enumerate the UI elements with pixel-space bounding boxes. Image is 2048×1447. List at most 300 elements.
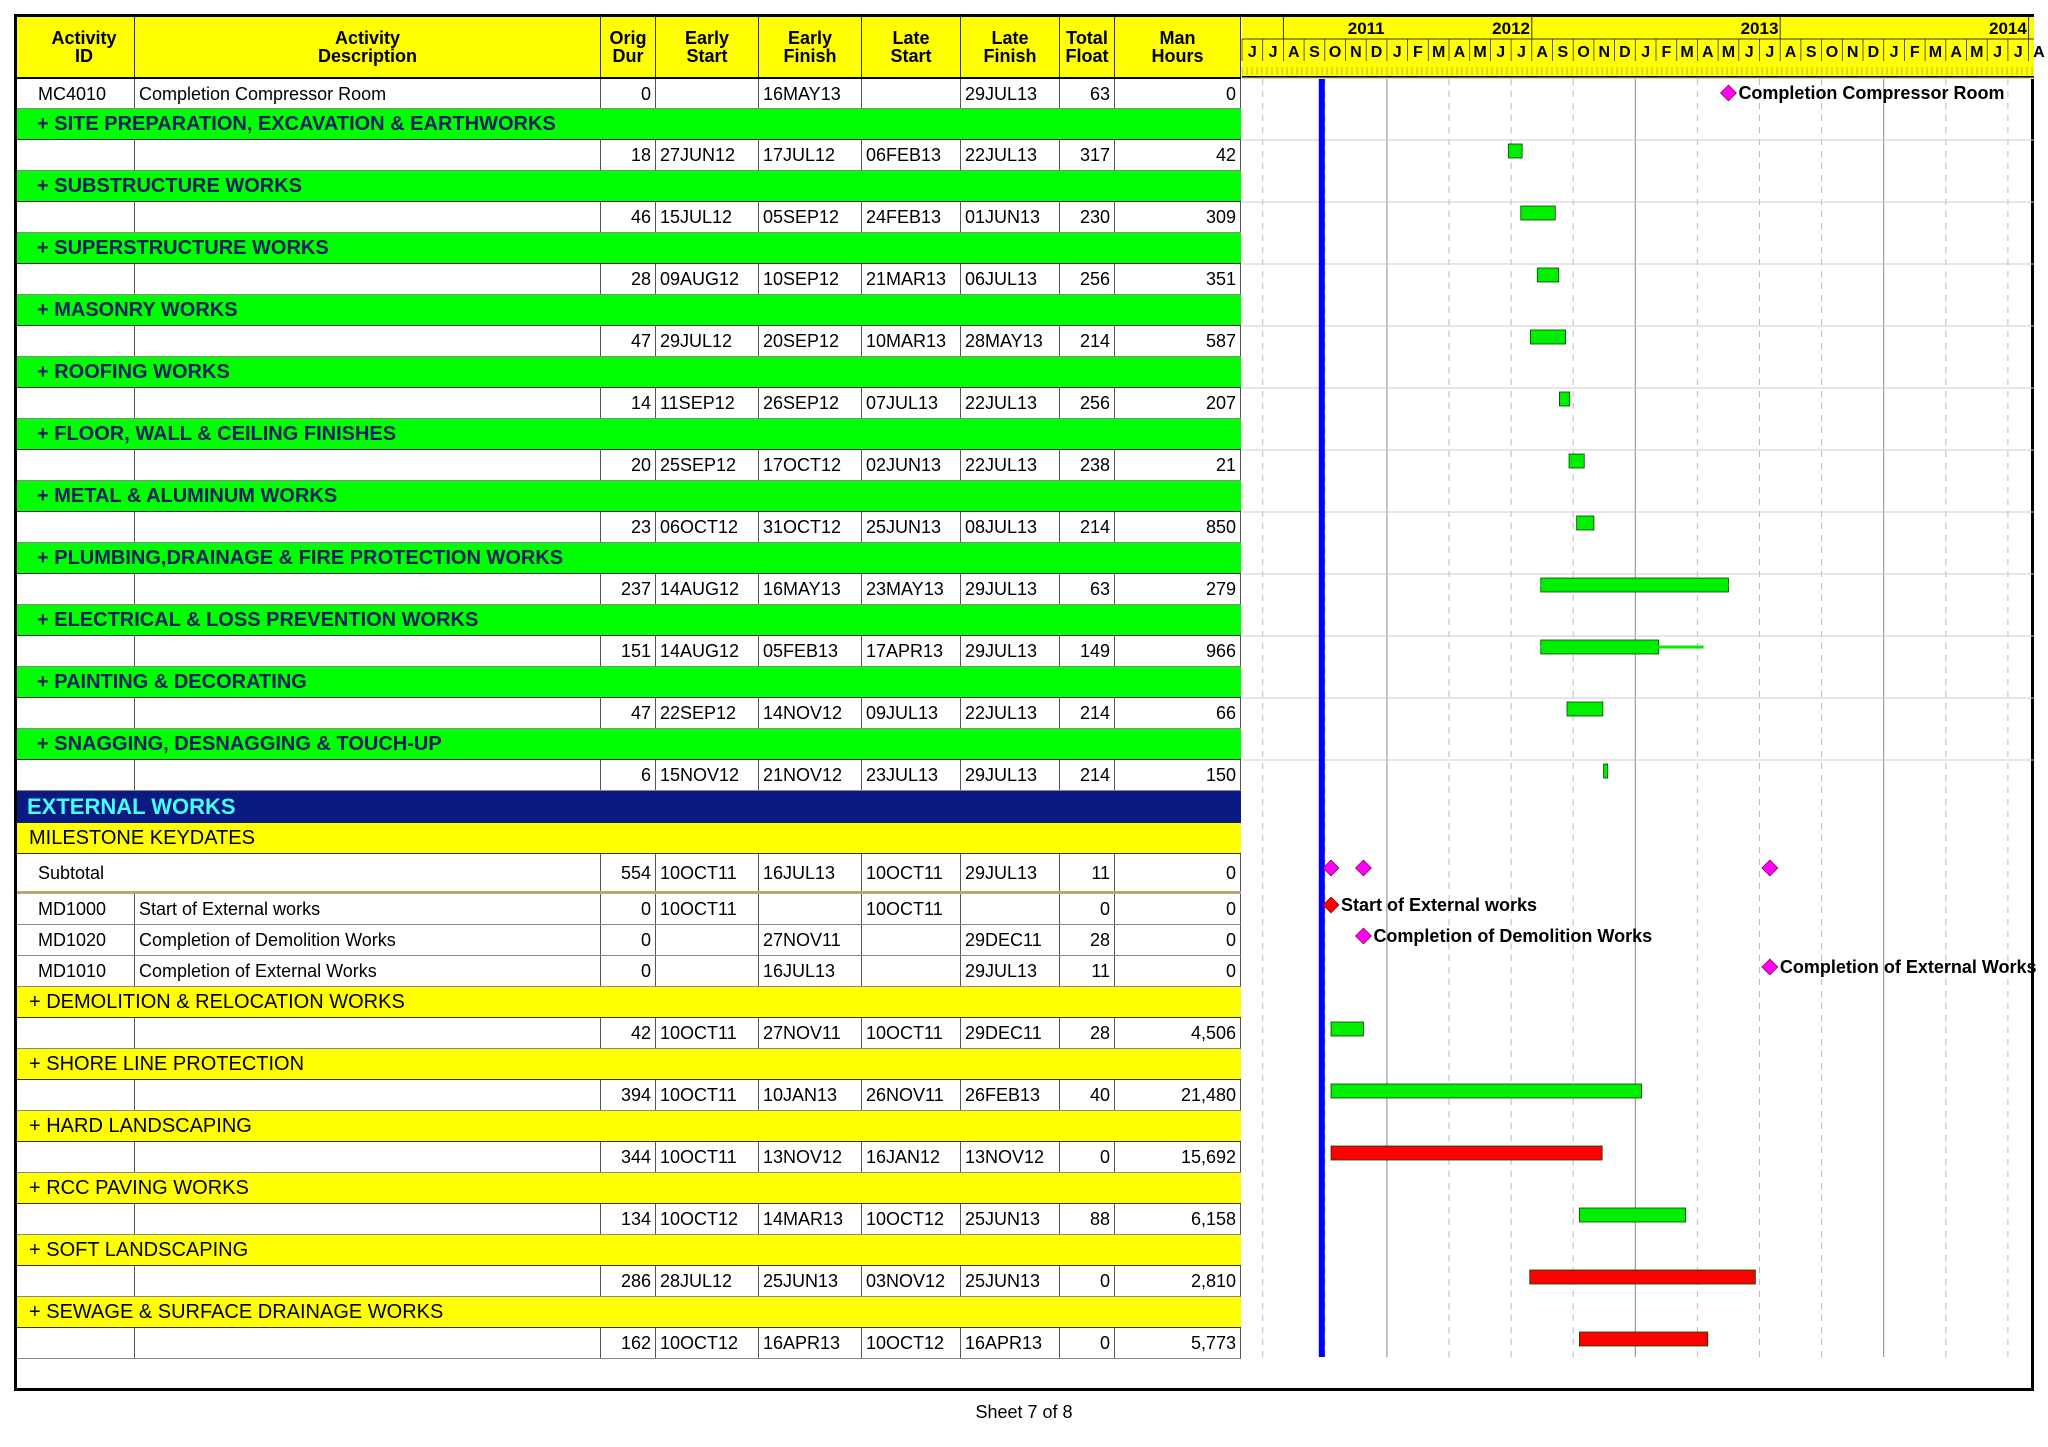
cell-tf: 214 <box>1060 326 1115 356</box>
cell-id <box>34 1142 135 1172</box>
cell-tf: 214 <box>1060 698 1115 728</box>
cell-ef: 16JUL13 <box>759 956 862 986</box>
cell-ef: 14MAR13 <box>759 1204 862 1234</box>
wbs-group-band <box>17 1173 1241 1204</box>
cell-desc: Completion of Demolition Works <box>135 925 601 955</box>
cell-mh: 5,773 <box>1115 1328 1241 1358</box>
cell-tf: 0 <box>1060 1142 1115 1172</box>
cell-tf: 11 <box>1060 956 1115 986</box>
year-label: 2012 <box>1492 19 1531 38</box>
cell-mh: 0 <box>1115 925 1241 955</box>
cell-ls <box>862 925 961 955</box>
cell-ef: 20SEP12 <box>759 326 862 356</box>
cell-mh: 966 <box>1115 636 1241 666</box>
activity-bar <box>1604 764 1608 778</box>
activity-row <box>17 1142 1241 1173</box>
activity-row <box>17 760 1241 791</box>
activity-bar <box>1567 702 1603 716</box>
header-col <box>961 17 1060 77</box>
wbs-group-band <box>17 1111 1241 1142</box>
cell-es: 29JUL12 <box>656 326 759 356</box>
cell-es: 10OCT11 <box>656 1080 759 1110</box>
month-label: J <box>1268 44 1278 61</box>
cell-tf: 40 <box>1060 1080 1115 1110</box>
header-col <box>601 17 656 77</box>
wbs-group-title: + DEMOLITION & RELOCATION WORKS <box>29 990 405 1013</box>
cell-ef: 05FEB13 <box>759 636 862 666</box>
milestone-band <box>17 823 1241 854</box>
cell-mh: 309 <box>1115 202 1241 232</box>
month-label: F <box>1909 44 1920 61</box>
cell-id: MD1000 <box>34 894 135 924</box>
activity-row <box>17 854 1241 894</box>
cell-lf: 06JUL13 <box>961 264 1060 294</box>
wbs-group-title: + ROOFING WORKS <box>37 360 230 383</box>
cell-desc <box>135 140 601 170</box>
cell-tf: 256 <box>1060 388 1115 418</box>
cell-dur: 20 <box>601 450 656 480</box>
activity-bar <box>1569 454 1584 468</box>
cell-es: 15NOV12 <box>656 760 759 790</box>
wbs-group-title: + METAL & ALUMINUM WORKS <box>37 484 338 507</box>
cell-desc <box>135 326 601 356</box>
cell-tf: 28 <box>1060 1018 1115 1048</box>
activity-bar <box>1521 206 1556 220</box>
milestone-diamond <box>1355 860 1371 876</box>
cell-ef: 10SEP12 <box>759 264 862 294</box>
cell-id <box>34 326 135 356</box>
cell-mh: 42 <box>1115 140 1241 170</box>
month-label: A <box>1287 44 1300 61</box>
month-label: N <box>1350 44 1362 61</box>
cell-dur: 47 <box>601 698 656 728</box>
wbs-group-title: + PLUMBING,DRAINAGE & FIRE PROTECTION WORKS <box>37 546 564 569</box>
activity-row <box>17 1080 1241 1111</box>
wbs-group-band <box>17 1049 1241 1080</box>
cell-es: 28JUL12 <box>656 1266 759 1296</box>
cell-desc <box>135 698 601 728</box>
wbs-group-title: + SOFT LANDSCAPING <box>29 1238 249 1261</box>
wbs-group-title: + RCC PAVING WORKS <box>29 1176 249 1199</box>
cell-es: 14AUG12 <box>656 574 759 604</box>
cell-es: 10OCT12 <box>656 1328 759 1358</box>
wbs-group-band <box>17 543 1241 574</box>
cell-lf <box>961 894 1060 924</box>
cell-id <box>34 1328 135 1358</box>
year-label: 2013 <box>1740 19 1779 38</box>
activity-bar <box>1530 1270 1756 1284</box>
milestone-label: Start of External works <box>1341 895 1538 915</box>
cell-dur: 554 <box>601 854 656 891</box>
cell-desc <box>135 1018 601 1048</box>
wbs-group-band <box>17 357 1241 388</box>
cell-desc <box>135 388 601 418</box>
cell-es: 10OCT12 <box>656 1204 759 1234</box>
cell-ef: 16MAY13 <box>759 574 862 604</box>
cell-dur: 394 <box>601 1080 656 1110</box>
cell-id: MC4010 <box>34 79 135 108</box>
cell-es: 09AUG12 <box>656 264 759 294</box>
cell-ls <box>862 79 961 108</box>
wbs-group-title: + HARD LANDSCAPING <box>29 1114 252 1137</box>
activity-row <box>17 264 1241 295</box>
cell-lf: 16APR13 <box>961 1328 1060 1358</box>
activity-row <box>17 326 1241 357</box>
section-title: EXTERNAL WORKS <box>27 794 236 819</box>
month-label: D <box>1370 44 1383 61</box>
cell-id <box>34 388 135 418</box>
cell-mh: 207 <box>1115 388 1241 418</box>
wbs-group-band <box>17 605 1241 636</box>
cell-id <box>34 202 135 232</box>
cell-mh: 21,480 <box>1115 1080 1241 1110</box>
activity-bar <box>1537 268 1558 282</box>
activity-bar <box>1579 1208 1685 1222</box>
header-label: ID <box>75 46 93 66</box>
cell-desc <box>135 450 601 480</box>
cell-ls: 21MAR13 <box>862 264 961 294</box>
cell-mh: 0 <box>1115 854 1241 891</box>
month-label: J <box>1247 44 1257 61</box>
header-label: Activity <box>334 28 401 48</box>
cell-mh: 2,810 <box>1115 1266 1241 1296</box>
wbs-group-title: + SITE PREPARATION, EXCAVATION & EARTHWORKS <box>37 112 556 135</box>
milestone-diamond <box>1720 85 1736 101</box>
cell-ls: 10OCT11 <box>862 854 961 891</box>
cell-ls: 23MAY13 <box>862 574 961 604</box>
activity-bar <box>1577 516 1594 530</box>
month-label: J <box>1993 44 2003 61</box>
cell-ls <box>862 956 961 986</box>
cell-dur: 46 <box>601 202 656 232</box>
cell-tf: 63 <box>1060 574 1115 604</box>
cell-ls: 10OCT12 <box>862 1328 961 1358</box>
wbs-group-band <box>17 481 1241 512</box>
cell-ls: 10OCT12 <box>862 1204 961 1234</box>
cell-tf: 214 <box>1060 760 1115 790</box>
cell-dur: 18 <box>601 140 656 170</box>
milestone-label: Completion of Demolition Works <box>1373 926 1653 946</box>
cell-es <box>656 925 759 955</box>
wbs-group-band <box>17 1297 1241 1328</box>
cell-lf: 25JUN13 <box>961 1266 1060 1296</box>
cell-mh: 279 <box>1115 574 1241 604</box>
cell-ls: 06FEB13 <box>862 140 961 170</box>
cell-ef: 21NOV12 <box>759 760 862 790</box>
month-label: M <box>1928 44 1943 61</box>
month-label: A <box>1784 44 1797 61</box>
activity-bar <box>1508 144 1522 158</box>
cell-ls: 25JUN13 <box>862 512 961 542</box>
month-label: D <box>1867 44 1880 61</box>
month-label: J <box>1641 44 1651 61</box>
wbs-group-band <box>17 233 1241 264</box>
cell-desc <box>135 1142 601 1172</box>
header-label: Orig <box>609 28 647 48</box>
cell-dur: 0 <box>601 894 656 924</box>
cell-dur: 0 <box>601 925 656 955</box>
header-label: Early <box>787 28 833 48</box>
month-label: J <box>1765 44 1775 61</box>
activity-row <box>17 956 1241 987</box>
month-label: F <box>1413 44 1423 61</box>
cell-mh: 351 <box>1115 264 1241 294</box>
header-label: Start <box>890 46 932 66</box>
month-label: J <box>1744 44 1754 61</box>
cell-mh: 0 <box>1115 956 1241 986</box>
activity-row <box>17 450 1241 481</box>
cell-ls: 10OCT11 <box>862 1018 961 1048</box>
header-label: Late <box>991 28 1029 48</box>
cell-id <box>34 636 135 666</box>
gantt-chart <box>1242 17 2045 1388</box>
cell-tf: 88 <box>1060 1204 1115 1234</box>
cell-mh: 0 <box>1115 894 1241 924</box>
cell-mh: 66 <box>1115 698 1241 728</box>
cell-tf: 317 <box>1060 140 1115 170</box>
cell-ef: 17OCT12 <box>759 450 862 480</box>
wbs-group-title: + SHORE LINE PROTECTION <box>29 1052 305 1075</box>
external-works-band <box>17 791 1241 823</box>
activity-row <box>17 1204 1241 1235</box>
header-col <box>862 17 961 77</box>
cell-desc <box>135 264 601 294</box>
activity-table <box>17 17 1241 1388</box>
activity-bar <box>1331 1022 1363 1036</box>
header-col <box>656 17 759 77</box>
cell-lf: 22JUL13 <box>961 388 1060 418</box>
cell-lf: 29JUL13 <box>961 79 1060 108</box>
activity-row <box>17 388 1241 419</box>
wbs-group-title: + ELECTRICAL & LOSS PREVENTION WORKS <box>37 608 479 631</box>
cell-mh: 15,692 <box>1115 1142 1241 1172</box>
cell-ef: 14NOV12 <box>759 698 862 728</box>
activity-row <box>17 574 1241 605</box>
cell-ef: 31OCT12 <box>759 512 862 542</box>
month-label: O <box>1577 44 1590 61</box>
header-label: Man <box>1159 28 1196 48</box>
cell-es: 14AUG12 <box>656 636 759 666</box>
cell-lf: 25JUN13 <box>961 1204 1060 1234</box>
activity-row <box>17 698 1241 729</box>
cell-mh: 4,506 <box>1115 1018 1241 1048</box>
header-label: Finish <box>783 46 837 66</box>
header-col <box>759 17 862 77</box>
cell-es: 25SEP12 <box>656 450 759 480</box>
month-label: A <box>1453 44 1466 61</box>
cell-desc: Completion of External Works <box>135 956 601 986</box>
cell-lf: 22JUL13 <box>961 140 1060 170</box>
cell-id <box>34 760 135 790</box>
cell-ef: 26SEP12 <box>759 388 862 418</box>
cell-ef: 13NOV12 <box>759 1142 862 1172</box>
activity-row <box>17 1018 1241 1049</box>
cell-mh: 150 <box>1115 760 1241 790</box>
cell-ls: 10MAR13 <box>862 326 961 356</box>
month-label: S <box>1309 44 1320 61</box>
activity-row <box>17 140 1241 171</box>
cell-tf: 214 <box>1060 512 1115 542</box>
cell-mh: 6,158 <box>1115 1204 1241 1234</box>
cell-tf: 0 <box>1060 1328 1115 1358</box>
header-label: Hours <box>1151 46 1204 66</box>
cell-ef: 05SEP12 <box>759 202 862 232</box>
header-label: Total <box>1066 28 1108 48</box>
wbs-group-band <box>17 419 1241 450</box>
wbs-group-title: + MASONRY WORKS <box>37 298 238 321</box>
cell-id <box>34 574 135 604</box>
cell-lf: 29JUL13 <box>961 956 1060 986</box>
month-label: A <box>1536 44 1548 61</box>
cell-id <box>34 1266 135 1296</box>
cell-tf: 63 <box>1060 79 1115 108</box>
cell-es: 11SEP12 <box>656 388 759 418</box>
cell-lf: 29JUL13 <box>961 636 1060 666</box>
month-label: J <box>2013 44 2023 61</box>
milestone-label: Completion of External Works <box>1779 957 2037 977</box>
cell-desc: Completion Compressor Room <box>135 79 601 108</box>
cell-dur: 286 <box>601 1266 656 1296</box>
cell-dur: 14 <box>601 388 656 418</box>
cell-es: 10OCT11 <box>656 1018 759 1048</box>
cell-tf: 238 <box>1060 450 1115 480</box>
cell-mh: 587 <box>1115 326 1241 356</box>
cell-ls: 23JUL13 <box>862 760 961 790</box>
cell-desc <box>135 1204 601 1234</box>
month-label: O <box>1328 44 1342 61</box>
cell-es: 10OCT11 <box>656 894 759 924</box>
cell-ef: 16MAY13 <box>759 79 862 108</box>
month-label: N <box>1846 44 1859 61</box>
cell-mh: 21 <box>1115 450 1241 480</box>
cell-dur: 151 <box>601 636 656 666</box>
cell-ef: 27NOV11 <box>759 925 862 955</box>
cell-es <box>656 79 759 108</box>
milestone-diamond <box>1323 897 1339 913</box>
cell-ef <box>759 894 862 924</box>
cell-dur: 162 <box>601 1328 656 1358</box>
wbs-group-band <box>17 295 1241 326</box>
header-label: Start <box>686 46 728 66</box>
activity-bar <box>1331 1084 1642 1098</box>
milestone-diamond <box>1762 860 1778 876</box>
cell-tf: 149 <box>1060 636 1115 666</box>
header-label: Activity <box>51 28 117 48</box>
cell-dur: 0 <box>601 79 656 108</box>
milestone-diamond <box>1355 928 1371 944</box>
month-label: A <box>1701 44 1714 61</box>
cell-ef: 10JAN13 <box>759 1080 862 1110</box>
cell-desc: Start of External works <box>135 894 601 924</box>
cell-ls: 02JUN13 <box>862 450 961 480</box>
wbs-group-title: + SUPERSTRUCTURE WORKS <box>37 236 329 259</box>
cell-lf: 22JUL13 <box>961 698 1060 728</box>
activity-bar <box>1559 392 1569 406</box>
cell-dur: 28 <box>601 264 656 294</box>
year-label: 2011 <box>1347 19 1385 38</box>
cell-tf: 0 <box>1060 1266 1115 1296</box>
activity-bar <box>1530 330 1565 344</box>
cell-dur: 23 <box>601 512 656 542</box>
cell-id <box>34 450 135 480</box>
activity-bar <box>1331 1146 1602 1160</box>
header-col <box>1060 17 1115 77</box>
cell-lf: 28MAY13 <box>961 326 1060 356</box>
cell-desc <box>135 636 601 666</box>
cell-dur: 42 <box>601 1018 656 1048</box>
cell-id <box>34 512 135 542</box>
cell-desc <box>135 1266 601 1296</box>
cell-id <box>34 264 135 294</box>
cell-id <box>34 1080 135 1110</box>
month-label: O <box>1825 44 1839 61</box>
cell-lf: 01JUN13 <box>961 202 1060 232</box>
cell-id: MD1010 <box>34 956 135 986</box>
header-col <box>1115 17 1241 77</box>
header-label: Description <box>317 46 418 66</box>
month-label: A <box>1950 44 1962 61</box>
milestone-diamond <box>1323 860 1339 876</box>
milestone-diamond <box>1762 959 1778 975</box>
cell-id <box>34 140 135 170</box>
cell-ef: 17JUL12 <box>759 140 862 170</box>
cell-dur: 6 <box>601 760 656 790</box>
activity-row <box>17 1266 1241 1297</box>
activity-bar <box>1579 1332 1707 1346</box>
cell-ls: 03NOV12 <box>862 1266 961 1296</box>
cell-tf: 11 <box>1060 854 1115 891</box>
milestone-label: Completion Compressor Room <box>1738 83 2005 103</box>
cell-ef: 16JUL13 <box>759 854 862 891</box>
wbs-group-band <box>17 729 1241 760</box>
month-label: M <box>1473 44 1487 61</box>
month-label: F <box>1661 44 1672 61</box>
cell-tf: 230 <box>1060 202 1115 232</box>
page-footer: Sheet 7 of 8 <box>975 1402 1073 1422</box>
header-label: Late <box>892 28 930 48</box>
wbs-group-title: + SNAGGING, DESNAGGING & TOUCH-UP <box>37 732 442 755</box>
cell-lf: 13NOV12 <box>961 1142 1060 1172</box>
header-col <box>135 17 601 77</box>
cell-desc <box>135 202 601 232</box>
section-title: MILESTONE KEYDATES <box>29 826 255 849</box>
cell-lf: 29JUL13 <box>961 760 1060 790</box>
header-col <box>34 17 135 77</box>
cell-dur: 344 <box>601 1142 656 1172</box>
cell-ef: 16APR13 <box>759 1328 862 1358</box>
cell-ls: 17APR13 <box>862 636 961 666</box>
wbs-group-title: + PAINTING & DECORATING <box>37 670 307 693</box>
month-label: M <box>1721 44 1736 61</box>
cell-es: 22SEP12 <box>656 698 759 728</box>
activity-row <box>17 202 1241 233</box>
wbs-group-title: + FLOOR, WALL & CEILING FINISHES <box>37 422 397 445</box>
month-label: J <box>1889 44 1899 61</box>
gantt-canvas <box>1242 17 2045 1388</box>
cell-id <box>34 1018 135 1048</box>
header-label: Early <box>684 28 730 48</box>
month-label: S <box>1805 44 1817 61</box>
month-label: D <box>1619 44 1631 61</box>
cell-lf: 22JUL13 <box>961 450 1060 480</box>
cell-lf: 29DEC11 <box>961 925 1060 955</box>
cell-es <box>656 956 759 986</box>
month-label: M <box>1970 44 1984 61</box>
cell-id <box>34 698 135 728</box>
month-label: S <box>1557 44 1569 61</box>
wbs-group-title: + SEWAGE & SURFACE DRAINAGE WORKS <box>29 1300 444 1323</box>
cell-id: MD1020 <box>34 925 135 955</box>
